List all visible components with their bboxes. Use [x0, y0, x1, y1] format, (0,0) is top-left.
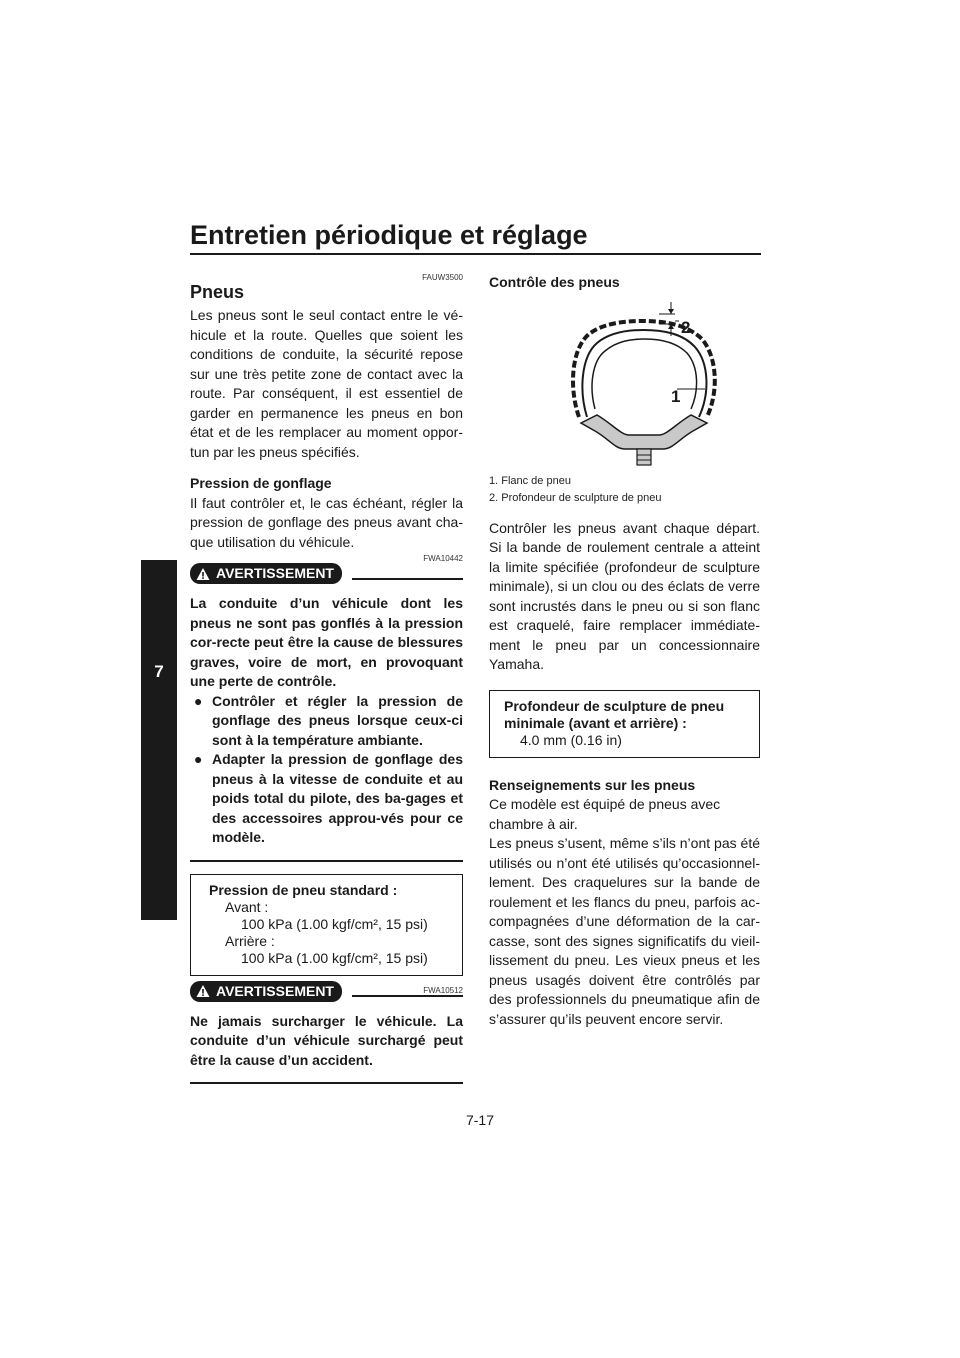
- warning1-code: FWA10442: [423, 554, 463, 563]
- check-paragraph: Contrôler les pneus avant chaque départ. Si la bande de roulement centrale a atteint la limite spécifiée (profondeur de sculpture minimale), si un clou ou des éclats de verre sont incrustés dans le pneu ou si son flanc est craquelé, faire remplacer immédiate-ment le pneu par un concessionnaire Yamaha.: [489, 519, 760, 672]
- warning1-bullet: [190, 692, 463, 751]
- warning2-end-rule: [190, 1082, 463, 1084]
- page-title: Entretien périodique et réglage: [190, 220, 588, 250]
- warning1-rule: [352, 578, 463, 580]
- callout-2: 2: [681, 317, 691, 337]
- left-column: [190, 273, 463, 1084]
- warning2-code: FWA10512: [423, 985, 463, 995]
- bullet-dot-icon: ●: [194, 751, 203, 767]
- page-number: 7-17: [465, 1112, 495, 1128]
- warning1-badge: [190, 563, 342, 584]
- warning-triangle-icon: [196, 984, 210, 998]
- warning1-bullet-text: Adapter la pression de gonflage des pneus à la vitesse de conduite et au poids total du pilote, des ba-gages et des accessoires approu-vés pour ce modèle.: [212, 751, 463, 845]
- warning2-header: [190, 981, 463, 1002]
- warning-triangle-icon: [196, 567, 210, 581]
- title-rule: [190, 253, 761, 255]
- pressure-spec-title: Pression de pneu standard :: [209, 881, 398, 898]
- section-code: FAUW3500: [422, 273, 463, 282]
- pressure-paragraph: Il faut contrôler et, le cas échéant, régler la pression de gonflage des pneus avant cha-que utilisation du véhicule.: [190, 494, 463, 550]
- warning1-bullets: [190, 692, 463, 848]
- right-column: [489, 273, 760, 1029]
- tire-cross-section-figure: [567, 299, 727, 469]
- bullet-dot-icon: ●: [194, 692, 203, 709]
- info-paragraph-1: Ce modèle est équipé de pneus avec chambre à air.: [489, 796, 721, 832]
- front-label: Avant :: [225, 898, 269, 915]
- info-heading: Renseignements sur les pneus: [489, 776, 696, 793]
- warning2-text: Ne jamais surcharger le véhicule. La conduite d’un véhicule surchargé peut être la cause d’un accident.: [190, 1012, 463, 1068]
- intro-paragraph: Les pneus sont le seul contact entre le vé-hicule et la route. Quelles que soient les conditions de conduite, la sécurité repose sur une très petite zone de contact avec la route. Par conséquent, il est essentiel de garder en permanence les pneus en bon état et de les remplacer au moment oppor-tun par les pneus spécifiés.: [190, 307, 463, 460]
- warning1-header: [190, 563, 463, 584]
- pressure-heading: Pression de gonflage: [190, 475, 332, 491]
- warning1-bullet: [190, 750, 463, 848]
- warning1-text: La conduite d’un véhicule dont les pneus ne sont pas gonflés à la pression cor-recte peut être la cause de blessures graves, voire de mort, en provoquant une perte de contrôle.: [190, 595, 463, 689]
- check-heading: Contrôle des pneus: [489, 274, 620, 290]
- pressure-spec-box: [190, 874, 463, 976]
- caption-2: 2. Profondeur de sculpture de pneu: [489, 491, 662, 504]
- callout-1: 1: [671, 386, 681, 406]
- rear-label: Arrière :: [225, 932, 275, 949]
- depth-spec-title-2: minimale (avant et arrière) :: [504, 714, 687, 731]
- depth-spec-value: 4.0 mm (0.16 in): [520, 731, 622, 748]
- depth-spec-box: [489, 690, 760, 758]
- warning1-bullet-text: Contrôler et régler la pression de gonflage des pneus lorsque ceux-ci sont à la température ambiante.: [212, 692, 463, 748]
- section-title: Pneus: [190, 282, 245, 302]
- warning1-label: AVERTISSEMENT: [216, 565, 334, 581]
- info-paragraph-2: Les pneus s’usent, même s’ils n’ont pas été utilisés ou n’ont été utilisés qu’occasionnel-lement. Des craquelures sur la bande de roulement et les flancs du pneu, parfois ac-compagnées d’une déformation de la car-casse, sont des signes significatifs du vieil-lissement du pneu. Les vieux pneus et les pneus usagés doivent être contrôlés par des professionnels du pneumatique afin de s’assurer qu’ils peuvent encore servir.: [489, 835, 760, 1027]
- chapter-number: 7: [154, 662, 164, 681]
- warning2-label: AVERTISSEMENT: [216, 982, 334, 999]
- caption-1: 1. Flanc de pneu: [489, 474, 571, 487]
- warning2-badge: [190, 981, 342, 1002]
- chapter-tab: [141, 560, 177, 920]
- depth-spec-title-1: Profondeur de sculpture de pneu: [504, 697, 725, 714]
- warning2-rule: [352, 995, 463, 997]
- rear-value: 100 kPa (1.00 kgf/cm², 15 psi): [241, 949, 428, 966]
- figure-captions: [489, 473, 760, 507]
- front-value: 100 kPa (1.00 kgf/cm², 15 psi): [241, 915, 428, 932]
- warning1-end-rule: [190, 860, 463, 862]
